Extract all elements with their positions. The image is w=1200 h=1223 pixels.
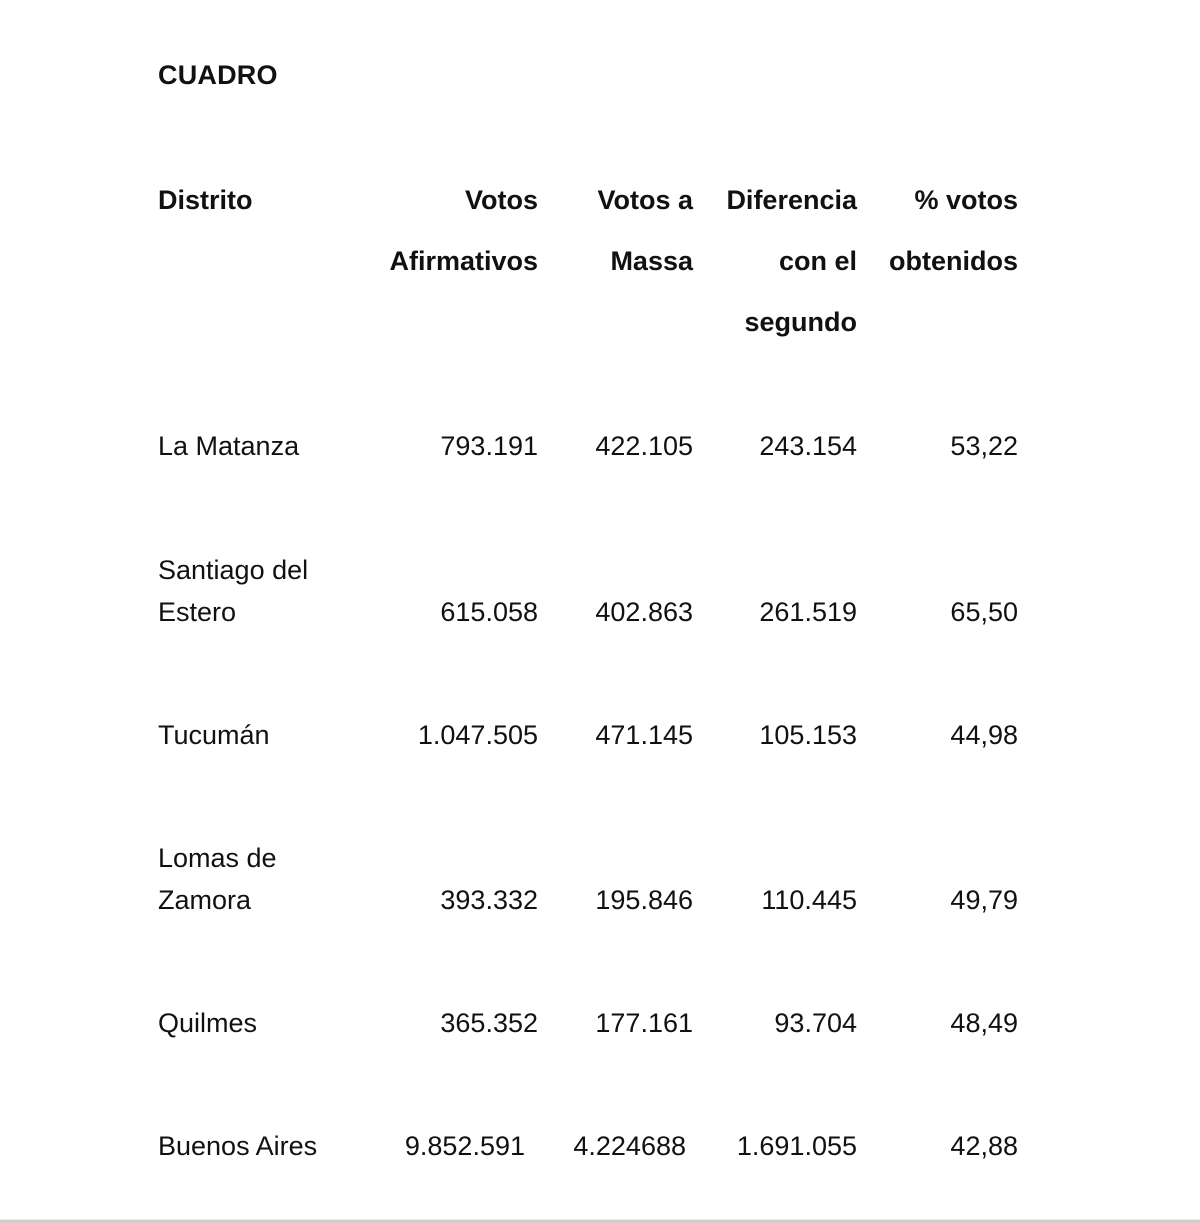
cell-distrito: Tucumán <box>158 720 270 750</box>
cell-afirmativos: 793.191 <box>440 431 538 461</box>
header-afirmativos-line1: Votos <box>465 185 538 215</box>
cell-porcentaje: 65,50 <box>950 597 1018 627</box>
header-porcentaje-line1: % votos <box>914 185 1018 215</box>
document-title: CUADRO <box>158 60 278 90</box>
cell-diferencia: 105.153 <box>759 720 857 750</box>
header-massa-line2: Massa <box>610 246 693 276</box>
cell-distrito-line1: Santiago del <box>158 555 309 585</box>
header-porcentaje-line2: obtenidos <box>889 246 1018 276</box>
header-diferencia-line1: Diferencia <box>726 185 857 215</box>
cell-afirmativos: 9.852.591 <box>404 1131 525 1161</box>
header-distrito: Distrito <box>158 185 253 215</box>
header-massa-line1: Votos a <box>597 185 693 215</box>
cell-massa: 471.145 <box>595 720 693 750</box>
cell-porcentaje: 48,49 <box>950 1008 1018 1038</box>
cell-massa: 4.224688 <box>573 1131 686 1161</box>
page-bottom-divider <box>0 1219 1200 1223</box>
cell-diferencia: 110.445 <box>761 885 857 915</box>
cell-distrito: Buenos Aires <box>158 1131 318 1161</box>
header-afirmativos-line2: Afirmativos <box>389 246 538 276</box>
cell-porcentaje: 53,22 <box>950 431 1018 461</box>
cell-distrito-line1: Lomas de <box>158 843 277 873</box>
cell-diferencia: 243.154 <box>759 431 857 461</box>
cell-massa: 177.161 <box>595 1008 693 1038</box>
cell-massa: 402.863 <box>595 597 693 627</box>
cell-porcentaje: 44,98 <box>950 720 1018 750</box>
cell-afirmativos: 615.058 <box>440 597 538 627</box>
cell-distrito-line2: Zamora <box>158 885 252 915</box>
cell-afirmativos: 1.047.505 <box>417 720 538 750</box>
header-diferencia-line3: segundo <box>744 307 857 337</box>
cell-diferencia: 93.704 <box>774 1008 857 1038</box>
cell-distrito: La Matanza <box>158 431 300 461</box>
cell-distrito: Quilmes <box>158 1008 258 1038</box>
cell-distrito-line2: Estero <box>158 597 237 627</box>
header-diferencia-line2: con el <box>778 246 857 276</box>
cell-diferencia: 261.519 <box>759 597 857 627</box>
cell-porcentaje: 49,79 <box>950 885 1018 915</box>
cell-massa: 422.105 <box>595 431 693 461</box>
cell-massa: 195.846 <box>595 885 693 915</box>
cell-diferencia: 1.691.055 <box>736 1131 857 1161</box>
cell-afirmativos: 365.352 <box>440 1008 538 1038</box>
cell-afirmativos: 393.332 <box>440 885 538 915</box>
cell-porcentaje: 42,88 <box>950 1131 1018 1161</box>
